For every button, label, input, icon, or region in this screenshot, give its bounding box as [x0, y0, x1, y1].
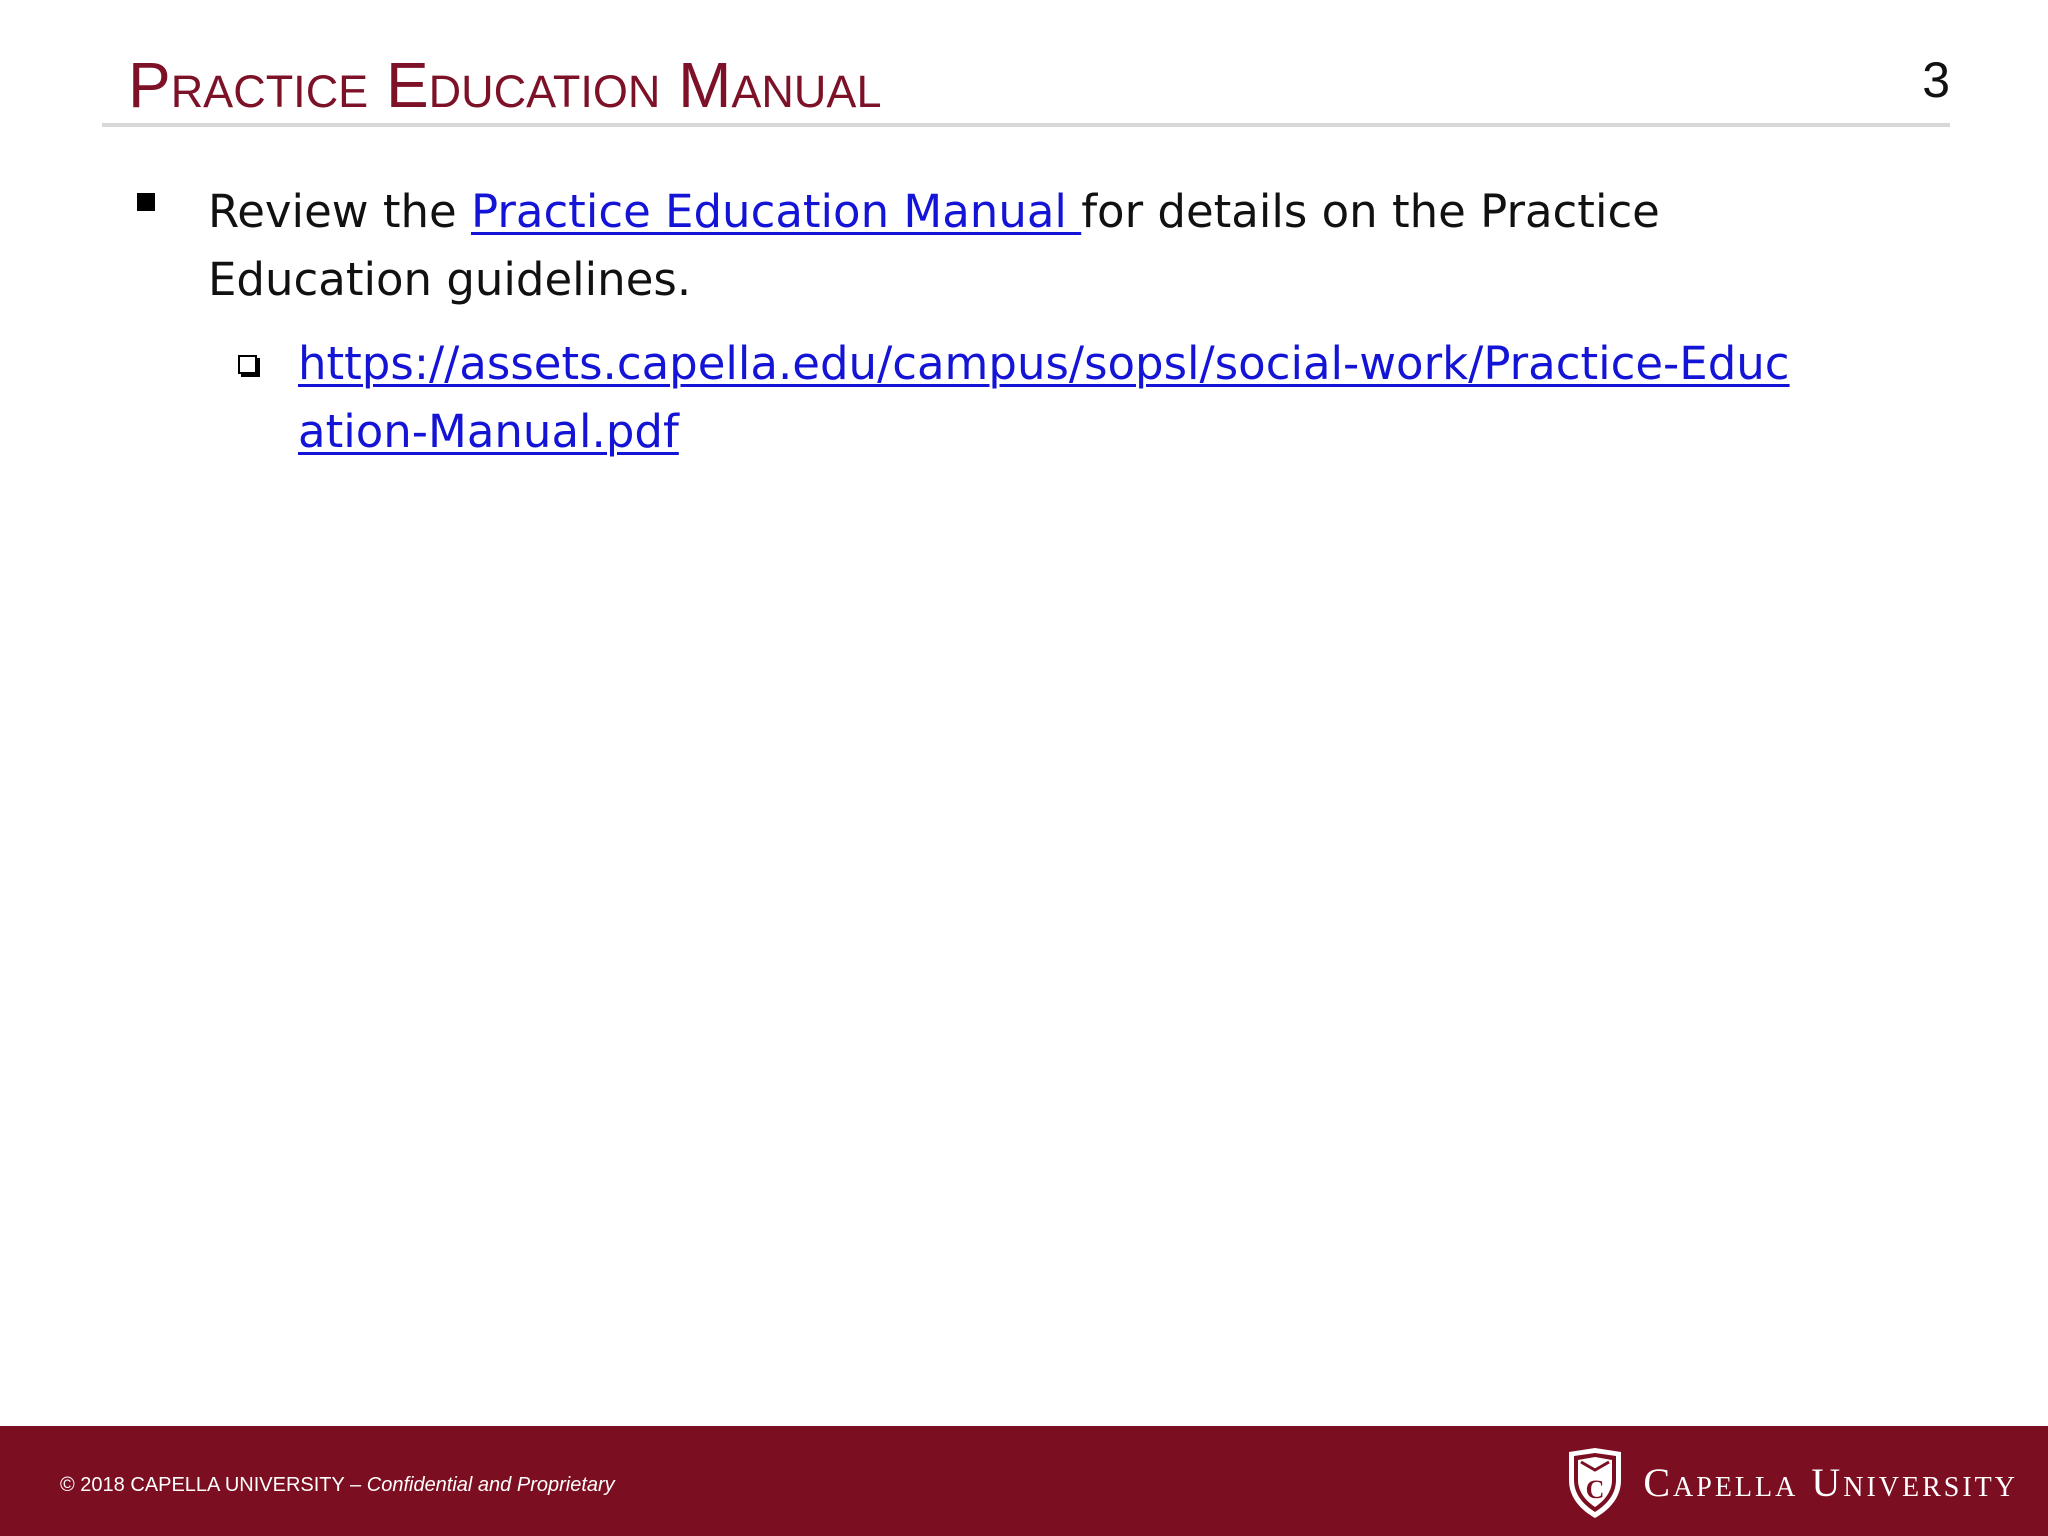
capella-shield-icon: [1565, 1446, 1625, 1520]
practice-education-manual-link[interactable]: Practice Education Manual: [471, 185, 1082, 238]
bullet-prefix-text: Review the: [208, 185, 472, 238]
copyright-text: © 2018 CAPELLA UNIVERSITY –: [60, 1474, 367, 1496]
shadowed-box-bullet-icon: [238, 355, 257, 374]
logo-wordmark: Capella University: [1643, 1460, 2018, 1505]
title-divider: [102, 123, 1950, 127]
confidential-text: Confidential and Proprietary: [366, 1474, 615, 1496]
footer-copyright: [60, 1472, 615, 1498]
footer-bar: [0, 1426, 2048, 1536]
svg-text:C: C: [1585, 1475, 1605, 1504]
bullet-review-manual: [208, 178, 1758, 314]
page-number: 3: [1922, 52, 1950, 108]
manual-url-link[interactable]: https://assets.capella.edu/campus/sopsl/social-work/Practice-Education-Manual.pdf: [298, 337, 1790, 458]
filled-square-bullet-icon: [137, 193, 155, 211]
bullet-manual-url: [298, 330, 1798, 466]
capella-logo: [1565, 1446, 2018, 1520]
bullet-suffix-text: for details on the Practice Education guidelines.: [208, 185, 1660, 306]
slide-title: Practice Education Manual: [128, 49, 882, 121]
